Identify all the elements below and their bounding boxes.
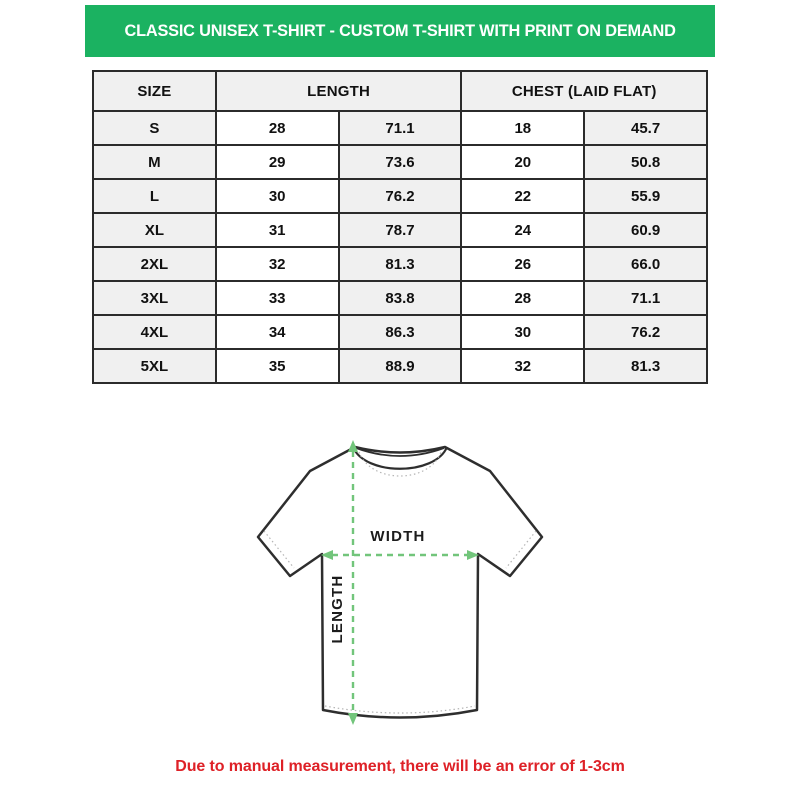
size-table — [92, 70, 708, 384]
table-row — [93, 213, 707, 247]
chest-in-cell: 24 — [461, 213, 584, 247]
length-label: LENGTH — [329, 574, 346, 644]
length-cm-cell: 78.7 — [339, 213, 462, 247]
chest-in-cell: 18 — [461, 111, 584, 145]
header-banner — [85, 5, 715, 57]
table-row — [93, 349, 707, 383]
chest-cm-cell: 81.3 — [584, 349, 707, 383]
tshirt-svg — [240, 427, 560, 739]
chest-in-cell: 30 — [461, 315, 584, 349]
chest-cm-cell: 66.0 — [584, 247, 707, 281]
length-cm-cell: 73.6 — [339, 145, 462, 179]
size-cell: 5XL — [93, 349, 216, 383]
width-label: WIDTH — [370, 528, 426, 545]
col-header-length: LENGTH — [216, 71, 462, 111]
size-cell: S — [93, 111, 216, 145]
table-row — [93, 111, 707, 145]
length-cm-cell: 81.3 — [339, 247, 462, 281]
length-in-cell: 33 — [216, 281, 339, 315]
footnote: Due to manual measurement, there will be an error of 1-3cm — [175, 758, 625, 775]
length-in-cell: 35 — [216, 349, 339, 383]
length-in-cell: 31 — [216, 213, 339, 247]
chest-in-cell: 28 — [461, 281, 584, 315]
size-cell: L — [93, 179, 216, 213]
length-in-cell: 34 — [216, 315, 339, 349]
table-header-row — [93, 71, 707, 111]
chest-in-cell: 20 — [461, 145, 584, 179]
table-row — [93, 315, 707, 349]
chest-in-cell: 26 — [461, 247, 584, 281]
chest-in-cell: 22 — [461, 179, 584, 213]
length-arrowhead-bottom-icon — [348, 713, 358, 725]
size-cell: 2XL — [93, 247, 216, 281]
table-row — [93, 247, 707, 281]
table-row — [93, 281, 707, 315]
length-cm-cell: 88.9 — [339, 349, 462, 383]
chest-cm-cell: 60.9 — [584, 213, 707, 247]
table-row — [93, 145, 707, 179]
size-cell: 3XL — [93, 281, 216, 315]
chest-cm-cell: 45.7 — [584, 111, 707, 145]
length-in-cell: 29 — [216, 145, 339, 179]
length-in-cell: 30 — [216, 179, 339, 213]
size-cell: M — [93, 145, 216, 179]
tshirt-outline — [258, 447, 542, 718]
size-cell: 4XL — [93, 315, 216, 349]
length-cm-cell: 83.8 — [339, 281, 462, 315]
chest-cm-cell: 50.8 — [584, 145, 707, 179]
length-in-cell: 28 — [216, 111, 339, 145]
chest-cm-cell: 55.9 — [584, 179, 707, 213]
col-header-size: SIZE — [93, 71, 216, 111]
length-cm-cell: 71.1 — [339, 111, 462, 145]
length-arrowhead-top-icon — [348, 440, 358, 452]
size-cell: XL — [93, 213, 216, 247]
chest-cm-cell: 71.1 — [584, 281, 707, 315]
length-cm-cell: 76.2 — [339, 179, 462, 213]
length-cm-cell: 86.3 — [339, 315, 462, 349]
banner-title: CLASSIC UNISEX T-SHIRT - CUSTOM T-SHIRT WITH PRINT ON DEMAND — [124, 21, 676, 40]
tshirt-diagram — [240, 427, 560, 744]
chest-cm-cell: 76.2 — [584, 315, 707, 349]
chest-in-cell: 32 — [461, 349, 584, 383]
table-row — [93, 179, 707, 213]
length-in-cell: 32 — [216, 247, 339, 281]
col-header-chest: CHEST (LAID FLAT) — [461, 71, 707, 111]
